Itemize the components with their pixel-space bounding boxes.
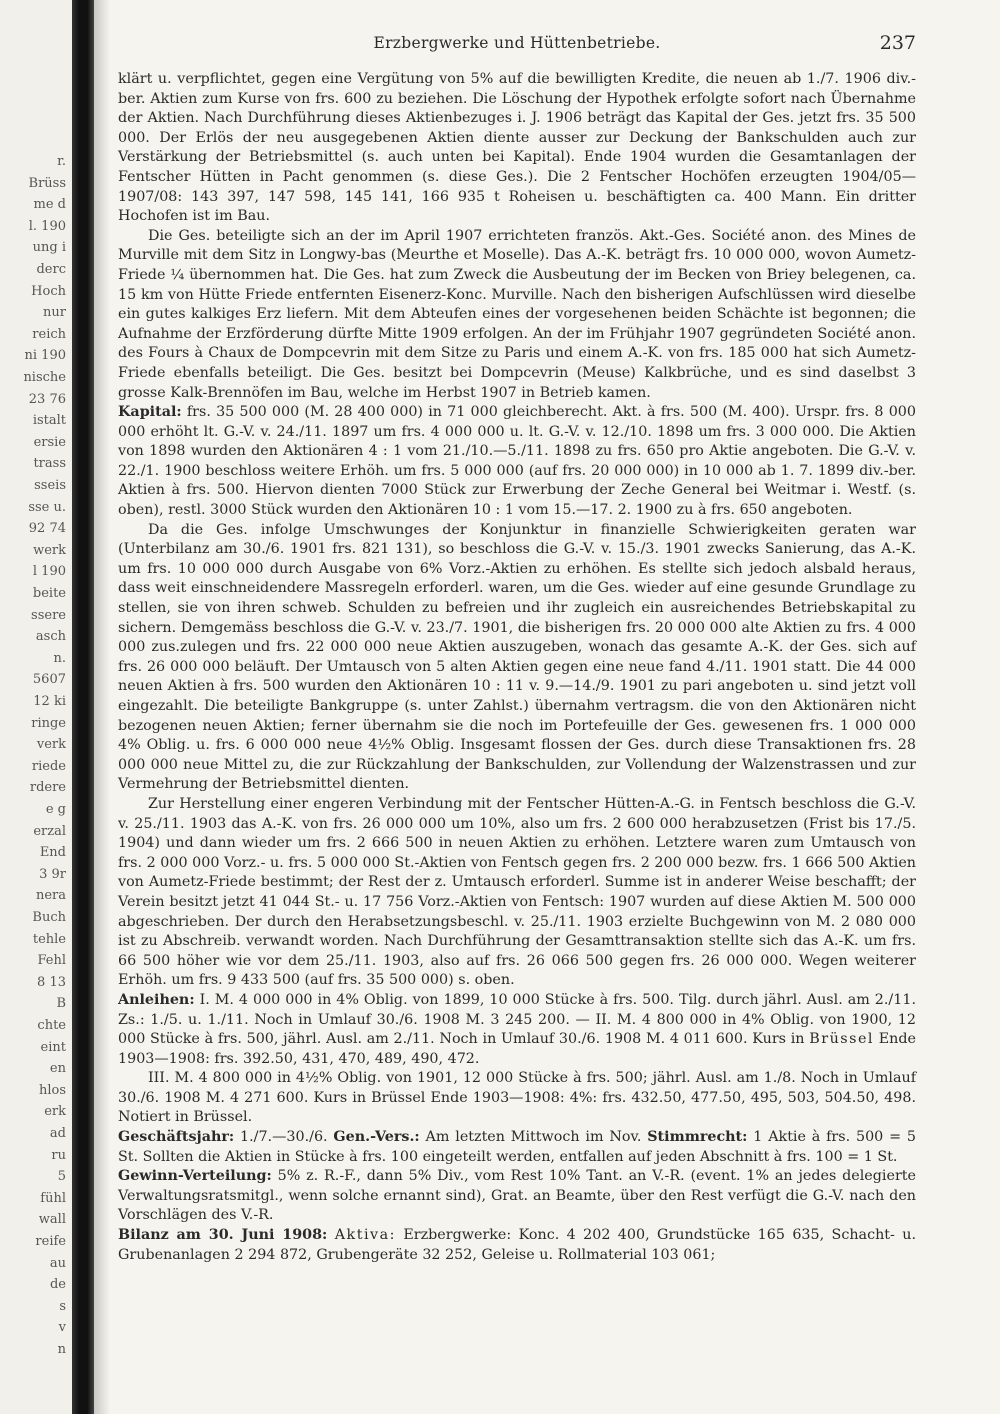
gutter-fragment: l 190: [32, 564, 66, 580]
gutter-fragment: 8 13: [37, 974, 66, 990]
paragraph: [118, 1128, 916, 1167]
gutter-fragment: au: [49, 1255, 66, 1271]
gutter-fragment: me d: [33, 197, 66, 213]
paragraph-text: frs. 35 500 000 (M. 28 400 000) in 71 000 gleichberecht. Akt. à frs. 500 (M. 400). Urspr. frs. 8 000 000 erhöht lt. G.-V. v. 24./11. 1897 um frs. 4 000 000 u. lt. G.-V. v. 12./10. 1898 um frs. 3 000 000. Die Aktien von 1898 wurden den Aktionären 4 : 1 vom 21./10.—5./11. 1898 zu frs. 650 pro Aktie angeboten. Die G.-V. v. 22./1. 1900 beschloss weitere Erhöh. um frs. 5 000 000 (auf frs. 20 000 000) in 10 000 ab 1. 7. 1899 div.-ber. Aktien à frs. 500. Hiervon dienten 7000 Stück zur Erwerbung der Zeche General bei Weitmar i. Westf. (s. oben), restl. 3000 Stück wurden den Aktionären 10 : 1 vom 15.—17. 2. 1900 zu à frs. 650 angeboten.: [118, 404, 916, 519]
gutter-fragment: ssere: [31, 607, 66, 623]
spine-shadow: [94, 0, 110, 1414]
page-number: 237: [879, 32, 916, 54]
paragraph-text: Ende 1903—1908: frs. 392.50, 431, 470, 489, 490, 472.: [118, 1031, 916, 1067]
paragraph-text: klärt u. verpflichtet, gegen eine Vergütung von 5% auf die bewilligten Kredite, die neuen ab 1./7. 1906 div.-ber. Aktien zum Kurse von frs. 600 zu beziehen. Die Löschung der Hypothek erfolgte sofort nach Übernahme der Aktien. Nach Durchführung dieses Aktienbezuges i. J. 1906 beträgt das Kapital der Ges. jetzt frs. 35 500 000. Der Erlös der neu ausgegebenen Aktien diente ausser zur Deckung der Bankschulden auch zur Verstärkung der Betriebsmittel (s. auch unten bei Kapital). Ende 1904 wurden die Gesamtanlagen der Fentscher Hütten in Pacht genommen (s. diese Ges.). Die 2 Fentscher Hochöfen erzeugten 1904/05—1907/08: 143 397, 147 598, 145 141, 166 935 t Roheisen u. beschäftigten ca. 400 Mann. Ein dritter Hochofen ist im Bau.: [118, 71, 916, 225]
paragraph-text: [327, 1227, 334, 1243]
book-spine: [72, 0, 94, 1414]
section-heading: Gen.-Vers.:: [333, 1129, 420, 1146]
gutter-fragment: nische: [23, 370, 66, 385]
gutter-fragment: erzal: [33, 823, 66, 839]
gutter-fragment: en: [49, 1061, 66, 1077]
gutter-fragment: ung i: [32, 240, 66, 256]
gutter-fragment: verk: [36, 737, 66, 753]
gutter-fragment: erk: [44, 1104, 66, 1120]
section-heading: Bilanz am 30. Juni 1908:: [118, 1227, 328, 1244]
gutter-fragment: v: [58, 1320, 66, 1336]
gutter-fragment: asch: [35, 629, 66, 645]
paragraph-text: Am letzten Mittwoch im Nov.: [419, 1129, 648, 1146]
gutter-fragment: n: [57, 1342, 66, 1357]
gutter-fragment: reich: [32, 326, 66, 342]
paragraph: [118, 1069, 916, 1128]
gutter-fragment: eint: [40, 1039, 66, 1055]
paragraph-text: 1 Aktie à frs. 500 = 5 St. Sollten die Aktien in Stücke à frs. 100 eingeteilt werden, entfallen auf jeden Abschnitt à frs. 100 = 1 St.: [118, 1129, 916, 1165]
paragraph-text: 5% z. R.-F., dann 5% Div., vom Rest 10% Tant. an V.-R. (event. 1% an jedes delegierte Verwaltungsratsmitgl., wenn solche ernannt sind), Grat. an Beamte, über den Rest verfügt die G.-V. nach den Vorschlägen des V.-R.: [118, 1168, 916, 1224]
gutter-fragment: nera: [35, 888, 66, 904]
paragraph-text: Erzbergwerke: Konc. 4 202 400, Grundstücke 165 635, Schacht- u. Grubenanlagen 2 294 872, Grubengeräte 32 252, Geleise u. Rollmaterial 103 061;: [118, 1227, 917, 1263]
paragraph-text: Brüssel: [809, 1031, 875, 1048]
gutter-fragment: Brüss: [28, 175, 66, 191]
paragraph-text: I. M. 4 000 000 in 4% Oblig. von 1899, 10 000 Stücke à frs. 500. Tilg. durch jährl. Ausl. am 2./11. Zs.: 1./5. u. 1./11. Noch in Umlauf 30./6. 1908 M. 3 245 200. — II. M. 4 800 000 in 4% Oblig. von 1900, 12 000 Stücke à frs. 500, jährl. Ausl. am 2./11. Noch in Umlauf 30./6. 1908 M. 4 011 600. Kurs in: [118, 991, 916, 1048]
paragraph: [118, 70, 916, 227]
gutter-fragment: Hoch: [31, 283, 66, 299]
gutter-fragment: reife: [35, 1234, 66, 1249]
gutter-fragment: ru: [51, 1147, 66, 1163]
gutter-fragment: chte: [37, 1018, 66, 1033]
gutter-fragment: sse u.: [28, 499, 66, 515]
gutter-fragment: 5607: [32, 672, 66, 688]
running-title: Erzbergwerke und Hüttenbetriebe.: [373, 34, 661, 52]
paragraph-text: 1./7.—30./6.: [234, 1129, 334, 1146]
gutter-fragment: 12 ki: [33, 694, 66, 709]
gutter-fragment: ad: [49, 1126, 66, 1141]
paragraph-text: Zur Herstellung einer engeren Verbindung mit der Fentscher Hütten-A.-G. in Fentsch beschloss die G.-V. v. 25./11. 1903 das A.-K. von frs. 26 000 000 um 10%, also um frs. 2 600 000 herabzusetzen (Frist bis 17./5. 1904) und dann wieder um frs. 2 666 500 in neuen Aktien zu erhöhen. Letztere waren zum Umtausch von frs. 2 000 000 Vorz.- u. frs. 5 000 000 St.-Aktien von Fentsch gegen frs. 2 200 000 bezw. frs. 1 666 500 Aktien von Aumetz-Friede bestimmt; der Rest der z. Umtausch erforderl. Summe ist in anderer Weise beschafft; der Verein besitzt jetzt 41 044 St.- u. 17 756 Vorz.-Aktien von Fentsch: 1907 wurden auf diese Aktien M. 500 000 abgeschrieben. Der durch den Herabsetzungsbeschl. v. 25./11. 1903 erzielte Buchgewinn von M. 2 080 000 ist zu Abschreib. verwandt worden. Nach Durchführung der Gesamttransaktion stellte sich das A.-K. um frs. 66 500 höher wie vor dem 25./11. 1903, also auf frs. 26 066 500 gegen frs. 26 000 000. Wegen weiterer Erhöh. um frs. 9 433 500 (auf frs. 35 500 000) s. oben.: [118, 795, 916, 989]
section-heading: Kapital:: [118, 404, 182, 421]
gutter-fragment: ersie: [33, 434, 66, 450]
paragraph: [118, 1226, 916, 1265]
gutter-fragment: werk: [33, 542, 66, 558]
gutter-fragment: s: [59, 1298, 66, 1314]
page-header: [118, 32, 916, 56]
gutter-fragment: l. 190: [28, 218, 66, 234]
section-heading: Stimmrecht:: [647, 1129, 748, 1146]
gutter-fragment: ni 190: [24, 348, 66, 364]
paragraph: [118, 991, 916, 1069]
gutter-fragment: nur: [43, 305, 66, 321]
gutter-fragment: fühl: [40, 1190, 66, 1206]
paragraph-text: III. M. 4 800 000 in 4½% Oblig. von 1901, 12 000 Stücke à frs. 500; jährl. Ausl. am 1./8. Noch in Umlauf 30./6. 1908 M. 4 271 600. Kurs in Brüssel Ende 1903—1908: 4%: frs. 432.50, 477.50, 495, 503, 504.50, 498. Notiert in Brüssel.: [118, 1070, 916, 1126]
gutter-fragment: ringe: [31, 715, 66, 731]
gutter-fragment: Fehl: [37, 953, 66, 969]
gutter-fragment: derc: [36, 262, 66, 277]
section-heading: Anleihen:: [118, 991, 195, 1008]
section-heading: Gewinn-Verteilung:: [118, 1168, 272, 1185]
gutter-fragment: tehle: [32, 931, 66, 947]
gutter-fragment: e g: [45, 802, 66, 817]
gutter-fragment: de: [49, 1277, 66, 1293]
paragraph: [118, 1167, 916, 1226]
gutter-fragment: n.: [53, 650, 66, 666]
page-body: [118, 70, 916, 1265]
gutter-fragment: 3 9r: [39, 866, 66, 882]
gutter-fragment: riede: [31, 758, 66, 774]
gutter-fragment: rdere: [29, 780, 66, 796]
gutter-fragment: End: [39, 845, 66, 861]
adjacent-page-margin: [0, 0, 72, 1414]
gutter-fragment: beite: [32, 586, 66, 601]
gutter-fragment: 5: [57, 1169, 66, 1185]
gutter-fragment: 92 74: [28, 521, 66, 537]
paragraph-text: Aktiva:: [334, 1227, 396, 1244]
paragraph-text: Die Ges. beteiligte sich an der im April 1907 errichteten französ. Akt.-Ges. Société anon. des Mines de Murville mit dem Sitz in Longwy-bas (Meurthe et Moselle). Das A.-K. beträgt frs. 10 000 000, wovon Aumetz-Friede ¼ übernommen hat. Die Ges. hat zum Zweck die Ausbeutung der im Becken von Briey belegenen, ca. 15 km von Hütte Friede entfernten Eisenerz-Konc. Murville. Nach den bisherigen Aufschlüssen wird dieselbe ein gutes kalkiges Erz liefern. Mit dem Abteufen eines der vorgesehenen beiden Schächte ist begonnen; die Aufnahme der Erzförderung dürfte Mitte 1909 erfolgen. An der im Frühjahr 1907 gegründeten Société anon. des Fours à Chaux de Dompcevrin mit dem Sitze zu Paris und einem A.-K. von frs. 185 000 hat sich Aumetz-Friede ebenfalls beteiligt. Die Ges. besitzt bei Dompcevrin (Meuse) Kalkbrüche, und es sind daselbst 3 grosse Kalk-Brennöfen im Bau, welche im Herbst 1907 in Betrieb kamen.: [118, 227, 916, 401]
gutter-fragment: Buch: [32, 910, 66, 925]
gutter-fragment: r.: [57, 154, 66, 169]
paragraph: [118, 227, 916, 403]
gutter-fragment: sseis: [34, 478, 66, 493]
paragraph: [118, 403, 916, 521]
paragraph-text: Da die Ges. infolge Umschwunges der Konjunktur in finanzielle Schwierigkeiten geraten war (Unterbilanz am 30./6. 1901 frs. 821 131), so beschloss die G.-V. v. 15./3. 1901 zwecks Sanierung, das A.-K. um frs. 10 000 000 durch Ausgabe von 6% Vorz.-Aktien zu erhöhen. Es stellte sich jedoch alsbald heraus, dass weit einschneidendere Massregeln erforderl. waren, um die Ges. wieder auf eine gesunde Grundlage zu stellen, sie von ihren schweb. Schulden zu befreien und ihr zugleich ein ausreichendes Betriebskapital zu sichern. Demgemäss beschloss die G.-V. v. 23./7. 1901, die bisherigen frs. 20 000 000 alte Aktien zu frs. 4 000 000 zus.zulegen und frs. 22 000 000 neue Aktien auszugeben, wonach das gesamte A.-K. der Ges. sich auf frs. 26 000 000 beläuft. Der Umtausch von 5 alten Aktien gegen eine neue fand 4./11. 1901 statt. Die 44 000 neuen Aktien à frs. 500 wurden den Aktionären 10 : 11 v. 9.—14./9. 1901 zu pari angeboten u. sind jetzt voll eingezahlt. Die beteiligte Bankgruppe (s. unter Zahlst.) übernahm vertragsm. die von den Aktionären nicht bezogenen neuen Aktien; ferner übernahm sie die noch im Portefeuille der Ges. gewesenen frs. 1 000 000 4% Oblig. u. frs. 6 000 000 neue 4½% Oblig. Insgesamt flossen der Ges. durch diese Transaktionen frs. 28 000 000 neue Mittel zu, die zur Rückzahlung der Bankschulden, zur Vollendung der Walzenstrassen und zur Vermehrung der Betriebsmittel dienten.: [118, 521, 916, 793]
gutter-fragment: hlos: [38, 1082, 66, 1098]
gutter-fragment: wall: [38, 1212, 66, 1228]
gutter-fragment: B: [56, 996, 66, 1012]
section-heading: Geschäftsjahr:: [118, 1129, 235, 1146]
gutter-fragment: 23 76: [28, 391, 66, 407]
paragraph: [118, 521, 916, 795]
gutter-fragment: istalt: [32, 413, 66, 429]
gutter-fragment: trass: [33, 456, 66, 472]
paragraph: [118, 795, 916, 991]
